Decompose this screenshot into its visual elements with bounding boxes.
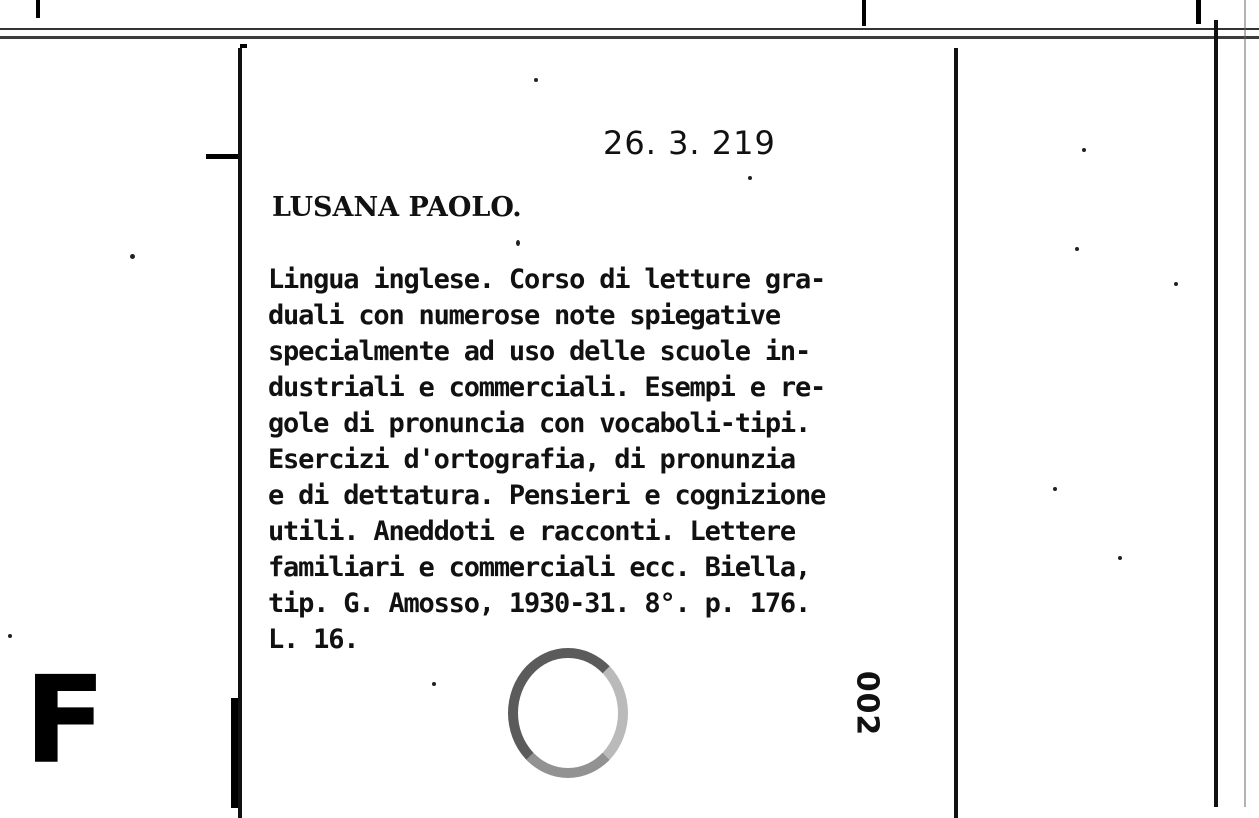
scan-top-edge <box>0 0 1259 30</box>
card-number: 26. 3. 219 <box>603 124 776 162</box>
drawer-letter: F <box>24 652 106 791</box>
scan-speck <box>1118 556 1122 560</box>
description-line: familiari e commerciali ecc. Biella, <box>268 552 810 583</box>
scan-speck <box>130 254 135 259</box>
author-name: LUSANA PAOLO. <box>272 192 522 223</box>
punch-hole <box>508 648 628 778</box>
scan-speck <box>1174 282 1178 286</box>
scan-mark <box>36 0 40 18</box>
description-line: e di dettatura. Pensieri e cognizione <box>268 480 826 511</box>
scan-right-rule <box>1214 20 1218 807</box>
description-line: utili. Aneddoti e racconti. Lettere <box>268 516 795 547</box>
description-line: L. 16. <box>268 624 359 655</box>
scan-speck <box>8 634 12 638</box>
description-line: specialmente ad uso delle scuole in- <box>268 336 810 367</box>
scan-speck <box>1082 148 1086 152</box>
scan-speck <box>1053 487 1057 491</box>
description-line: Esercizi d'ortografia, di pronunzia <box>268 444 795 475</box>
scan-mark <box>862 0 866 26</box>
scan-right-edge <box>1244 0 1246 807</box>
card-description <box>268 262 958 658</box>
scan-speck <box>432 682 436 686</box>
scan-speck <box>534 78 538 82</box>
scan-speck <box>1075 247 1079 251</box>
scan-speck <box>748 176 752 180</box>
scan-top-rule <box>0 36 1259 39</box>
description-line: Lingua inglese. Corso di letture gra- <box>268 264 826 295</box>
description-line: duali con numerose note spiegative <box>268 300 780 331</box>
description-line: gole di pronuncia con vocaboli-tipi. <box>268 408 810 439</box>
description-line: dustriali e commerciali. Esempi e re- <box>268 372 826 403</box>
scan-speck <box>516 240 520 246</box>
card-side-code: 002 <box>849 670 885 737</box>
description-line: tip. G. Amosso, 1930-31. 8°. p. 176. <box>268 588 810 619</box>
scan-mark <box>1196 0 1201 24</box>
